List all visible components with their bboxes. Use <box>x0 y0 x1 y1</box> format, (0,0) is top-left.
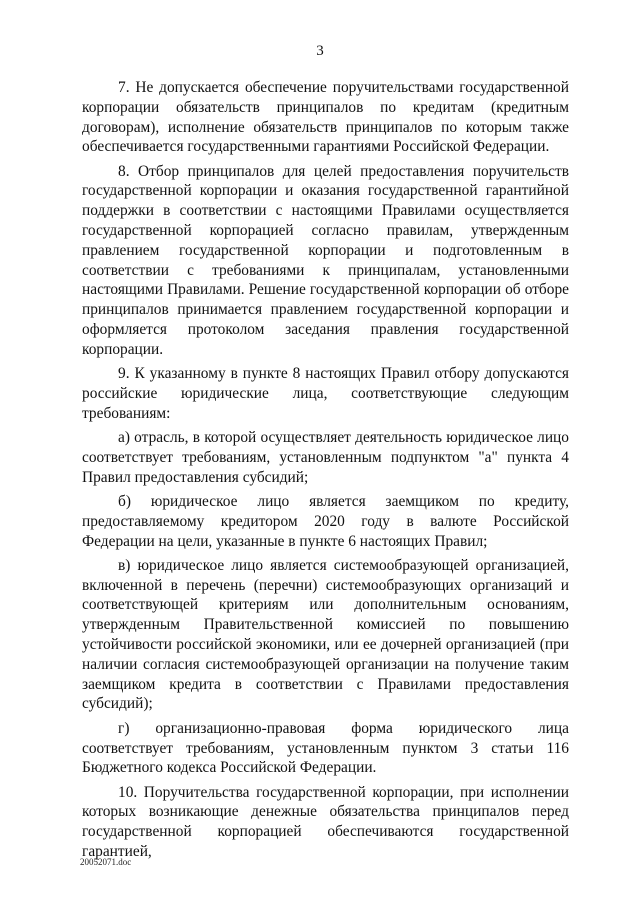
document-body <box>82 78 569 866</box>
paragraph-9: 9. К указанному в пункте 8 настоящих Правил отбору допускаются российские юридические лица, соответствующие следующим требованиям: <box>82 365 569 422</box>
subparagraph-v: в) юридическое лицо является системообразующей организацией, включенной в перечень (перечни) системообразующих организаций и соответствующей критериям или дополнительным основаниям, утвержденным Правительственной комиссией по повышению устойчивости российской экономики, или ее дочерней организацией (при наличии согласия системообразующей организации на получение таким заемщиком кредита в соответствии с Правилами предоставления субсидий); <box>82 556 569 713</box>
page-number: 3 <box>316 43 324 59</box>
subparagraph-a: а) отрасль, в которой осуществляет деятельность юридическое лицо соответствует требованиям, установленным подпунктом "а" пункта 4 Правил предоставления субсидий; <box>82 429 569 486</box>
paragraph-7: 7. Не допускается обеспечение поручительствами государственной корпорации обязательств принципалов по кредитам (кредитным договорам), исполнение обязательств принципалов по которым также обеспечивается государственными гарантиями Российской Федерации. <box>82 79 569 156</box>
subparagraph-g: г) организационно-правовая форма юридического лица соответствует требованиям, установленным пунктом 3 статьи 116 Бюджетного кодекса Российской Федерации. <box>82 719 569 777</box>
document-filename: 20052071.doc <box>80 857 132 867</box>
paragraph-8: 8. Отбор принципалов для целей предоставления поручительств государственной корпорации и оказания государственной гарантийной поддержки в соответствии с настоящими Правилами осуществляется государственной корпорацией согласно правилам, утвержденным правлением государственной корпорации и подготовленным в соответствии с требованиями к принципалам, установленными настоящими Правилами. Решение государственной корпорации об отборе принципалов принимается правлением государственной корпорации и оформляется протоколом заседания правления государственной корпорации. <box>82 162 569 358</box>
subparagraph-b: б) юридическое лицо является заемщиком по кредиту, предоставляемому кредитором 2020 году в валюте Российской Федерации на цели, указанные в пункте 6 настоящих Правил; <box>82 492 569 550</box>
paragraph-10: 10. Поручительства государственной корпорации, при исполнении которых возникающие денежные обязательства принципалов перед государственной корпорацией обеспечиваются государственной гарантией, <box>82 783 569 860</box>
